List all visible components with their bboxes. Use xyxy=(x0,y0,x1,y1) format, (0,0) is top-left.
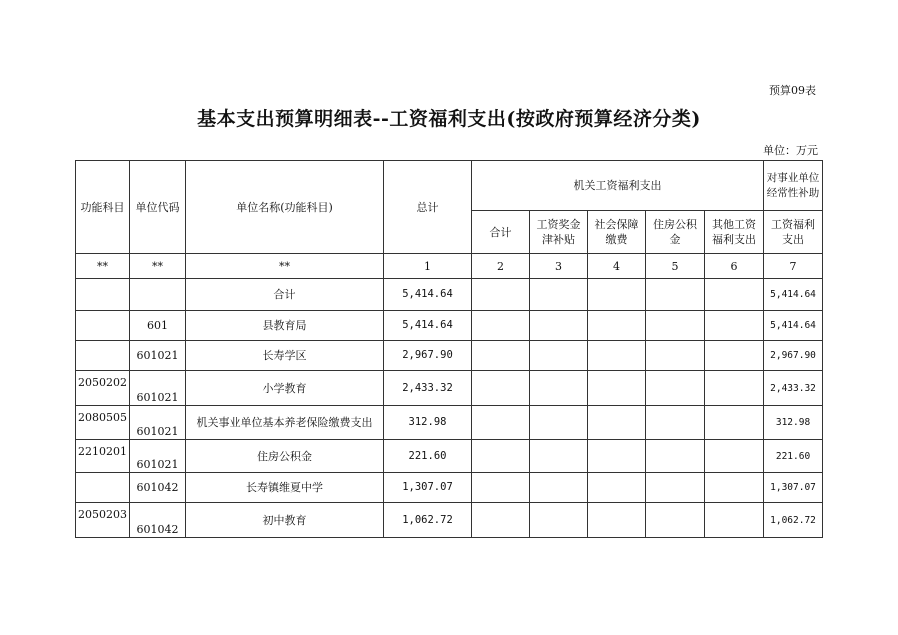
unit-code-cell: 601021 xyxy=(130,406,186,440)
bonus-cell xyxy=(530,279,588,311)
housing-cell xyxy=(646,371,705,406)
index-cell: 2 xyxy=(472,254,530,279)
table-row xyxy=(76,371,823,406)
header-total: 总计 xyxy=(384,161,472,254)
header-subsidy: 对事业单位经常性补助 xyxy=(764,161,823,211)
social-cell xyxy=(588,473,646,503)
other-cell xyxy=(705,371,764,406)
table-row xyxy=(76,406,823,440)
unit-name-cell: 合计 xyxy=(186,279,384,311)
sub-total-cell xyxy=(472,371,530,406)
func-code-cell: 2050202 xyxy=(76,371,130,406)
func-code-cell: 2210201 xyxy=(76,440,130,473)
func-code-cell xyxy=(76,473,130,503)
header-unit-code: 单位代码 xyxy=(130,161,186,254)
salary-welfare-cell: 1,307.07 xyxy=(764,473,823,503)
unit-name-cell: 初中教育 xyxy=(186,503,384,538)
sub-total-cell xyxy=(472,473,530,503)
other-cell xyxy=(705,341,764,371)
func-code-cell: 2050203 xyxy=(76,503,130,538)
page-title: 基本支出预算明细表--工资福利支出(按政府预算经济分类) xyxy=(197,108,701,130)
total-cell: 1,307.07 xyxy=(384,473,472,503)
index-cell: ** xyxy=(186,254,384,279)
unit-name-cell: 住房公积金 xyxy=(186,440,384,473)
unit-name-cell: 小学教育 xyxy=(186,371,384,406)
sub-total-cell xyxy=(472,279,530,311)
sub-total-cell xyxy=(472,440,530,473)
total-cell: 5,414.64 xyxy=(384,279,472,311)
bonus-cell xyxy=(530,503,588,538)
unit-code-cell: 601042 xyxy=(130,473,186,503)
index-cell: 5 xyxy=(646,254,705,279)
total-cell: 2,433.32 xyxy=(384,371,472,406)
total-cell: 1,062.72 xyxy=(384,503,472,538)
func-code-cell xyxy=(76,311,130,341)
header-row-1 xyxy=(76,161,823,211)
unit-name-cell: 长寿学区 xyxy=(186,341,384,371)
unit-code-cell: 601021 xyxy=(130,371,186,406)
unit-code-cell: 601021 xyxy=(130,440,186,473)
bonus-cell xyxy=(530,341,588,371)
header-bonus: 工资奖金津补贴 xyxy=(530,211,588,254)
total-cell: 5,414.64 xyxy=(384,311,472,341)
index-cell: 3 xyxy=(530,254,588,279)
housing-cell xyxy=(646,440,705,473)
table-row xyxy=(76,279,823,311)
func-code-cell: 2080505 xyxy=(76,406,130,440)
header-other: 其他工资福利支出 xyxy=(705,211,764,254)
index-cell: ** xyxy=(130,254,186,279)
other-cell xyxy=(705,440,764,473)
housing-cell xyxy=(646,406,705,440)
func-code-cell xyxy=(76,279,130,311)
header-salary-welfare: 工资福利支出 xyxy=(764,211,823,254)
total-cell: 221.60 xyxy=(384,440,472,473)
bonus-cell xyxy=(530,406,588,440)
salary-welfare-cell: 5,414.64 xyxy=(764,279,823,311)
unit-code-cell: 601021 xyxy=(130,341,186,371)
total-cell: 2,967.90 xyxy=(384,341,472,371)
salary-welfare-cell: 5,414.64 xyxy=(764,311,823,341)
header-sub-total: 合计 xyxy=(472,211,530,254)
header-social: 社会保障缴费 xyxy=(588,211,646,254)
header-organ-welfare: 机关工资福利支出 xyxy=(472,161,764,211)
housing-cell xyxy=(646,341,705,371)
housing-cell xyxy=(646,279,705,311)
bonus-cell xyxy=(530,473,588,503)
unit-code-cell: 601 xyxy=(130,311,186,341)
index-cell: 4 xyxy=(588,254,646,279)
social-cell xyxy=(588,311,646,341)
func-code-cell xyxy=(76,341,130,371)
bonus-cell xyxy=(530,311,588,341)
housing-cell xyxy=(646,503,705,538)
bonus-cell xyxy=(530,371,588,406)
salary-welfare-cell: 312.98 xyxy=(764,406,823,440)
social-cell xyxy=(588,279,646,311)
bonus-cell xyxy=(530,440,588,473)
other-cell xyxy=(705,406,764,440)
unit-code-cell xyxy=(130,279,186,311)
social-cell xyxy=(588,503,646,538)
table-row xyxy=(76,341,823,371)
housing-cell xyxy=(646,311,705,341)
sub-total-cell xyxy=(472,406,530,440)
table-row xyxy=(76,503,823,538)
unit-code-cell: 601042 xyxy=(130,503,186,538)
index-row xyxy=(76,254,823,279)
other-cell xyxy=(705,279,764,311)
other-cell xyxy=(705,311,764,341)
salary-welfare-cell: 1,062.72 xyxy=(764,503,823,538)
unit-name-cell: 机关事业单位基本养老保险缴费支出 xyxy=(186,406,384,440)
table-row xyxy=(76,440,823,473)
other-cell xyxy=(705,473,764,503)
salary-welfare-cell: 2,433.32 xyxy=(764,371,823,406)
table-row xyxy=(76,473,823,503)
sub-total-cell xyxy=(472,503,530,538)
salary-welfare-cell: 2,967.90 xyxy=(764,341,823,371)
social-cell xyxy=(588,341,646,371)
housing-cell xyxy=(646,473,705,503)
budget-table xyxy=(75,160,823,538)
social-cell xyxy=(588,440,646,473)
unit-label: 单位：万元 xyxy=(763,144,818,157)
index-cell: ** xyxy=(76,254,130,279)
header-housing: 住房公积金 xyxy=(646,211,705,254)
salary-welfare-cell: 221.60 xyxy=(764,440,823,473)
index-cell: 6 xyxy=(705,254,764,279)
total-cell: 312.98 xyxy=(384,406,472,440)
index-cell: 1 xyxy=(384,254,472,279)
table-row xyxy=(76,311,823,341)
header-unit-name: 单位名称(功能科目) xyxy=(186,161,384,254)
other-cell xyxy=(705,503,764,538)
sub-total-cell xyxy=(472,341,530,371)
index-cell: 7 xyxy=(764,254,823,279)
social-cell xyxy=(588,406,646,440)
header-func-subject: 功能科目 xyxy=(76,161,130,254)
sub-total-cell xyxy=(472,311,530,341)
form-number: 预算09表 xyxy=(769,84,816,97)
social-cell xyxy=(588,371,646,406)
unit-name-cell: 县教育局 xyxy=(186,311,384,341)
unit-name-cell: 长寿镇维夏中学 xyxy=(186,473,384,503)
